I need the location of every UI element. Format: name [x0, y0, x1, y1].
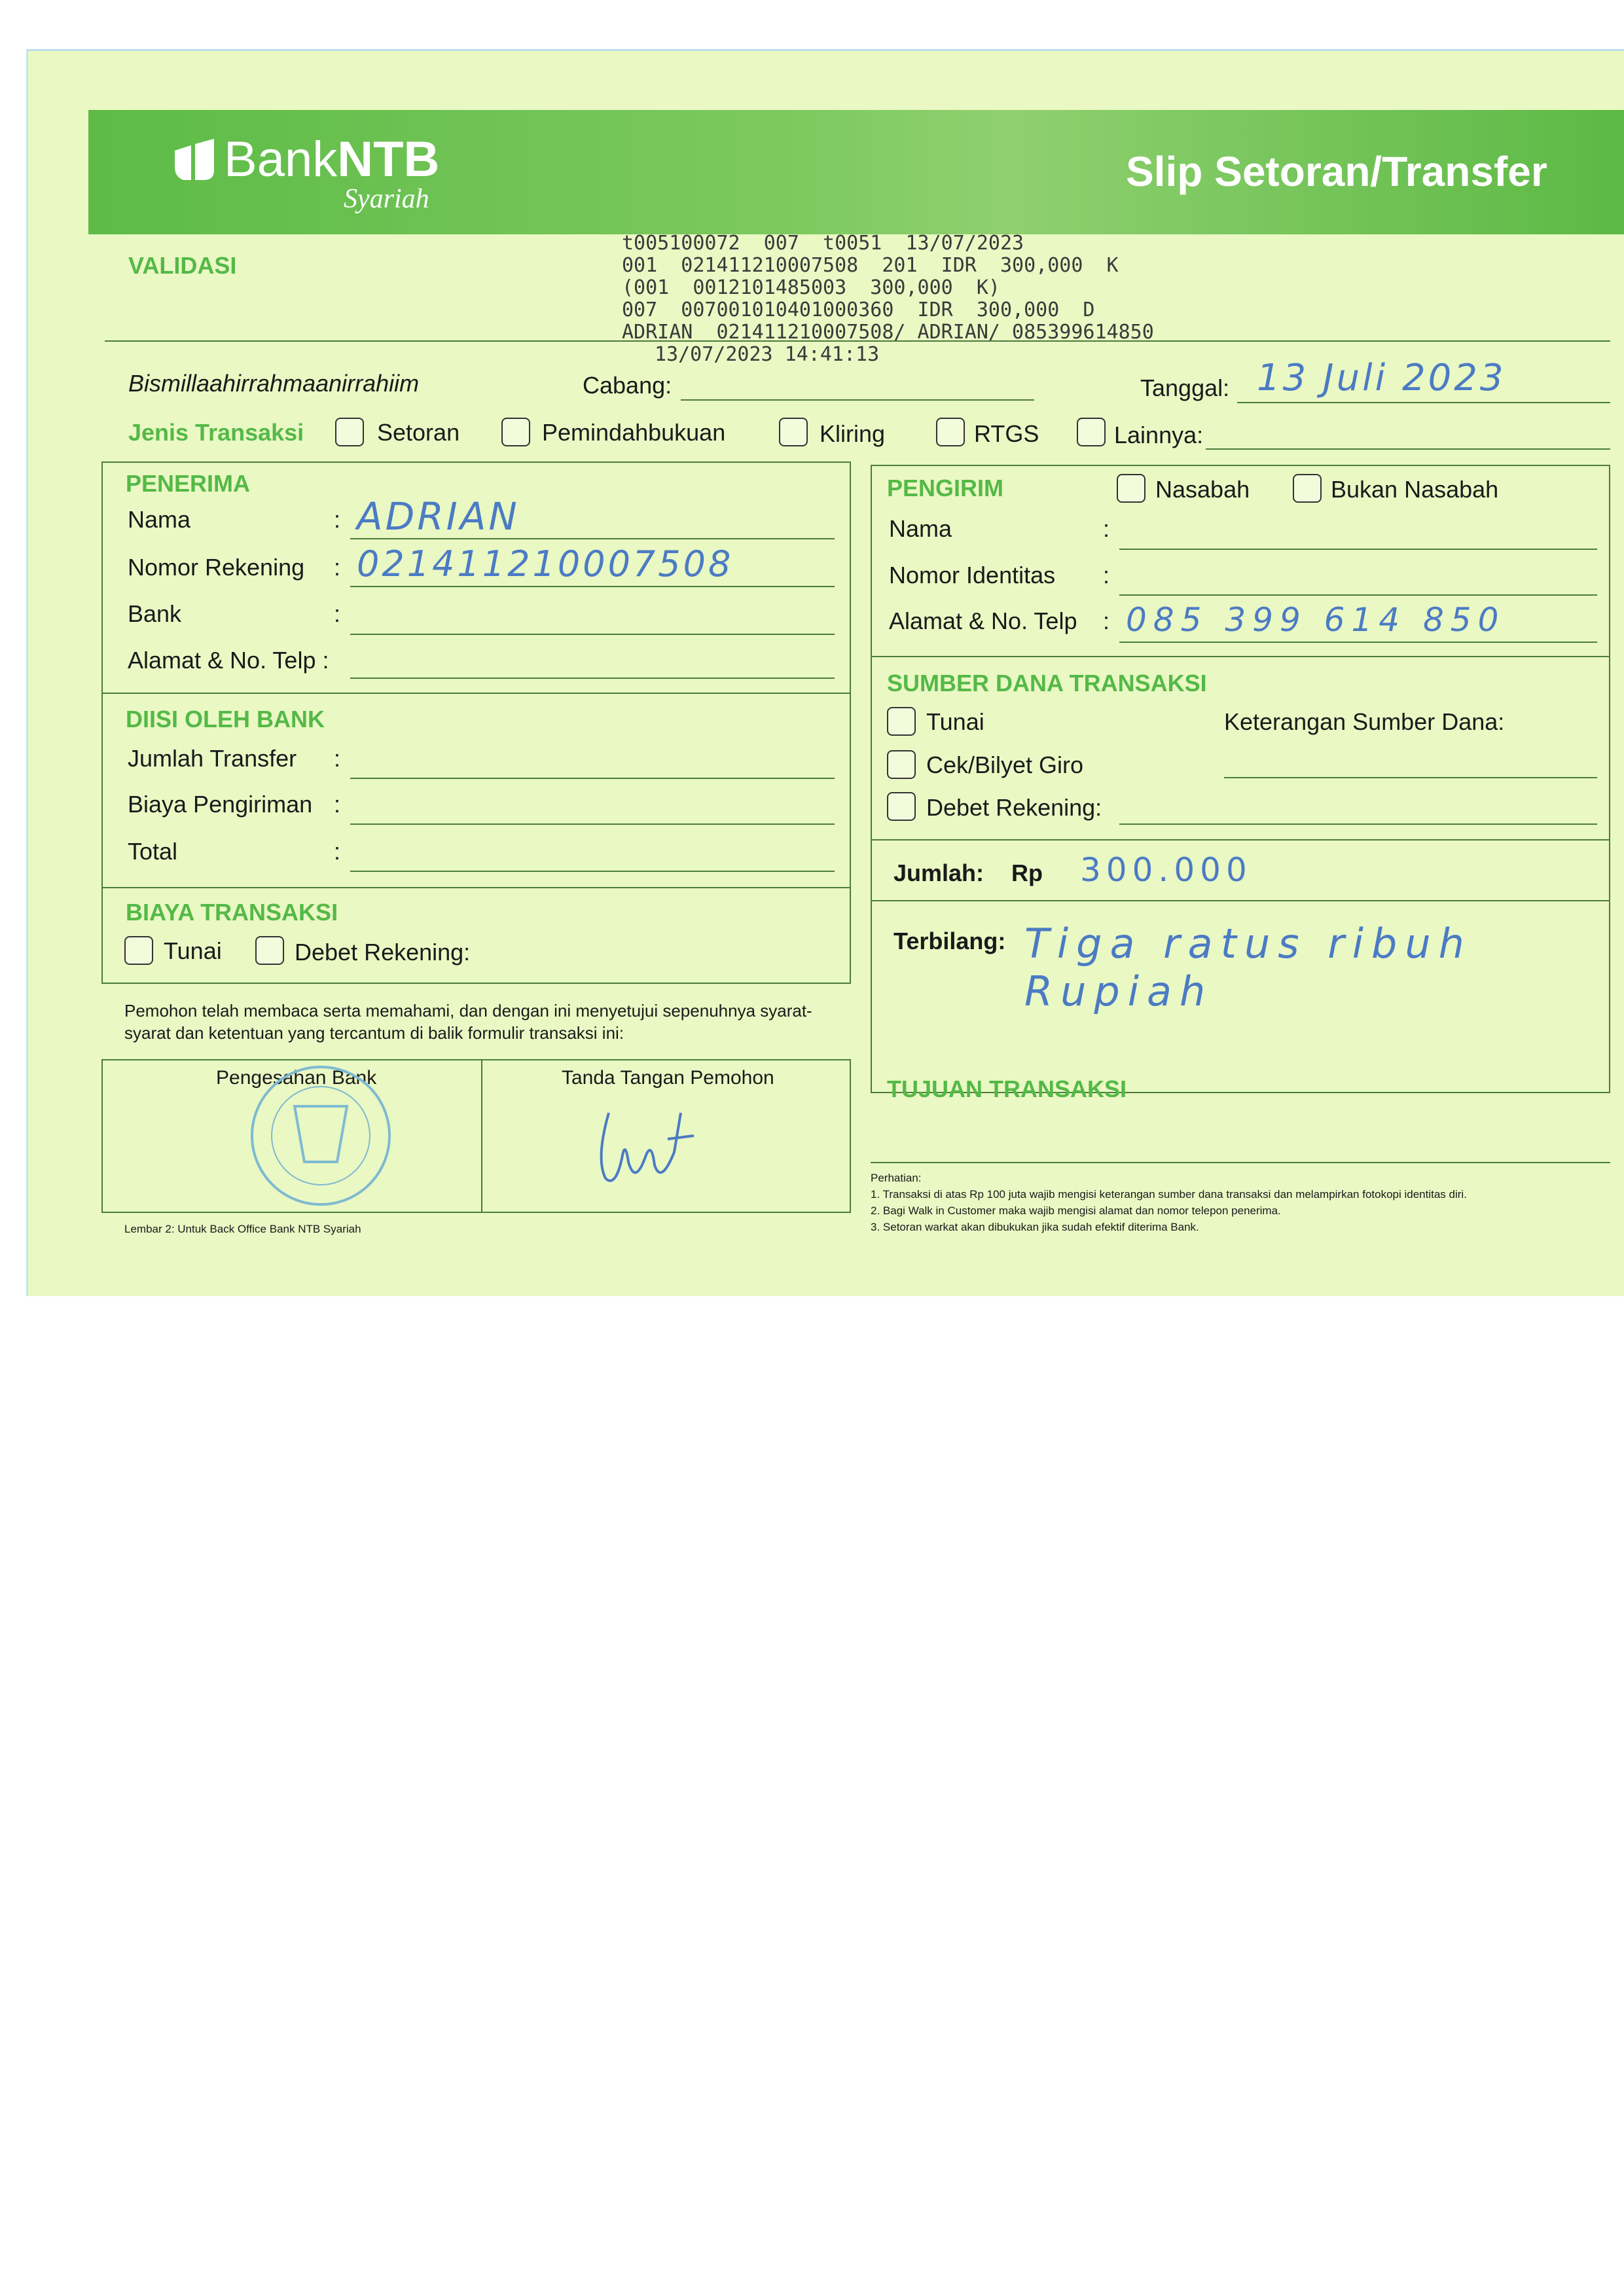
sumber-debet-label: Debet Rekening: [926, 794, 1102, 821]
penerima-title: PENERIMA [126, 470, 251, 497]
tujuan-transaksi-label: TUJUAN TRANSAKSI [887, 1075, 1127, 1102]
keterangan-sumber-field[interactable] [1224, 777, 1597, 778]
jenis-transaksi-label: Jenis Transaksi [128, 419, 304, 446]
terbilang-label: Terbilang: [893, 928, 1006, 954]
penerima-bank-field[interactable] [350, 634, 835, 635]
pengirim-alamat-field[interactable] [1119, 642, 1597, 643]
nomor-identitas-field[interactable] [1119, 594, 1597, 596]
divider [101, 693, 851, 694]
validation-print-line: t005100072 007 t0051 13/07/2023 [622, 232, 1024, 255]
perhatian-item: 2. Bagi Walk in Customer maka wajib mengisi alamat dan nomor telepon penerima. [871, 1204, 1281, 1217]
jumlah-transfer-label: Jumlah Transfer [128, 745, 297, 772]
divider [871, 656, 1610, 657]
pengirim-title: PENGIRIM [887, 475, 1004, 501]
cek-giro-checkbox[interactable] [887, 750, 916, 779]
total-field[interactable] [350, 871, 835, 872]
nasabah-checkbox[interactable] [1117, 474, 1146, 503]
biaya-tunai-checkbox[interactable] [124, 936, 153, 965]
nama-label: Nama [128, 506, 191, 533]
tujuan-transaksi-field[interactable] [871, 1162, 1610, 1163]
divider [871, 900, 1610, 901]
validation-print-line: ADRIAN 021411210007508/ ADRIAN/ 085399614850 [622, 321, 1154, 344]
tanggal-value: 13 Juli 2023 [1257, 357, 1506, 399]
penerima-rekening-value: 021411210007508 [357, 543, 734, 585]
sumber-tunai-checkbox[interactable] [887, 707, 916, 736]
jumlah-value: 300.000 [1080, 851, 1252, 889]
cek-giro-label: Cek/Bilyet Giro [926, 751, 1084, 778]
pengirim-nama-label: Nama [889, 515, 952, 542]
validasi-underline [105, 340, 615, 342]
rtgs-checkbox[interactable] [936, 418, 965, 446]
bank-name: BankNTB [224, 132, 440, 187]
penerima-alamat-field[interactable] [350, 678, 835, 679]
rtgs-label: RTGS [974, 420, 1039, 447]
validation-print-line: (001 0012101485003 300,000 K) [622, 276, 1000, 299]
perhatian-item: 3. Setoran warkat akan dibukukan jika sudah efektif diterima Bank. [871, 1221, 1199, 1233]
keterangan-sumber-label: Keterangan Sumber Dana: [1224, 708, 1505, 735]
penerima-alamat-label: Alamat & No. Telp : [128, 647, 329, 674]
footer-text: Lembar 2: Untuk Back Office Bank NTB Syariah [124, 1223, 361, 1235]
nomor-identitas-label: Nomor Identitas [889, 562, 1056, 588]
pemindahbukuan-label: Pemindahbukuan [542, 419, 726, 446]
validation-print-line: 007 007001010401000360 IDR 300,000 D [622, 298, 1095, 321]
sumber-dana-title: SUMBER DANA TRANSAKSI [887, 670, 1207, 696]
bukan-nasabah-label: Bukan Nasabah [1331, 476, 1499, 503]
divider [871, 839, 1610, 840]
cabang-label: Cabang: [583, 372, 672, 399]
sumber-debet-field[interactable] [1119, 823, 1597, 825]
diisi-bank-title: DIISI OLEH BANK [126, 706, 325, 732]
penerima-nama-value: ADRIAN [357, 494, 520, 539]
consent-text: Pemohon telah membaca serta memahami, dan dengan ini menyetujui sepenuhnya syarat-syarat dan ketentuan yang tercantum di balik formulir transaksi ini: [124, 1001, 812, 1043]
lainnya-checkbox[interactable] [1077, 418, 1106, 446]
kliring-checkbox[interactable] [779, 418, 808, 446]
lainnya-label: Lainnya: [1114, 422, 1204, 448]
biaya-pengiriman-field[interactable] [350, 823, 835, 825]
bank-sub-name: Syariah [344, 184, 429, 214]
ttd-label: Tanda Tangan Pemohon [562, 1067, 774, 1089]
pengesahan-label: Pengesahan Bank [216, 1067, 377, 1089]
sumber-debet-checkbox[interactable] [887, 792, 916, 821]
setoran-checkbox[interactable] [335, 418, 364, 446]
pemindahbukuan-checkbox[interactable] [501, 418, 530, 446]
bank-stamp-icon [209, 1057, 432, 1214]
validasi-label: VALIDASI [128, 252, 237, 279]
total-label: Total [128, 838, 178, 865]
tanggal-label: Tanggal: [1140, 374, 1230, 401]
biaya-transaksi-title: BIAYA TRANSAKSI [126, 899, 338, 926]
cabang-field[interactable] [681, 399, 1034, 401]
validation-print-line: 001 021411210007508 201 IDR 300,000 K [622, 254, 1119, 277]
sumber-tunai-label: Tunai [926, 708, 984, 735]
biaya-tunai-label: Tunai [164, 937, 222, 964]
bismillah-text: Bismillaahirrahmaanirrahiim [128, 370, 420, 397]
biaya-debet-checkbox[interactable] [255, 936, 284, 965]
jumlah-label: Jumlah: [893, 859, 984, 886]
terbilang-value: Tiga ratus ribuh Rupiah [1024, 920, 1472, 1015]
bukan-nasabah-checkbox[interactable] [1293, 474, 1322, 503]
divider [101, 887, 851, 888]
pengirim-nama-field[interactable] [1119, 549, 1597, 550]
bank-label: Bank [128, 600, 182, 627]
validation-print-line: 13/07/2023 14:41:13 [655, 343, 880, 366]
biaya-debet-label: Debet Rekening: [295, 939, 471, 966]
penerima-rekening-field[interactable] [350, 586, 835, 587]
tanggal-field[interactable] [1237, 402, 1610, 403]
nasabah-label: Nasabah [1155, 476, 1250, 503]
slip-title: Slip Setoran/Transfer [1126, 148, 1547, 195]
lainnya-field[interactable] [1206, 448, 1610, 450]
biaya-pengiriman-label: Biaya Pengiriman [128, 791, 313, 818]
currency-label: Rp [1011, 859, 1043, 886]
pengirim-alamat-value: 085 399 614 850 [1126, 601, 1506, 639]
applicant-signature-icon [589, 1100, 720, 1198]
perhatian-item: 1. Transaksi di atas Rp 100 juta wajib mengisi keterangan sumber dana transaksi dan melampirkan fotokopi identitas diri. [871, 1188, 1467, 1201]
pengirim-alamat-label: Alamat & No. Telp [889, 607, 1077, 634]
kliring-label: Kliring [820, 420, 886, 447]
jumlah-transfer-field[interactable] [350, 778, 835, 779]
nomor-rekening-label: Nomor Rekening [128, 554, 305, 581]
bank-logo-icon [171, 137, 217, 183]
perhatian-title: Perhatian: [871, 1172, 922, 1184]
setoran-label: Setoran [377, 419, 460, 446]
